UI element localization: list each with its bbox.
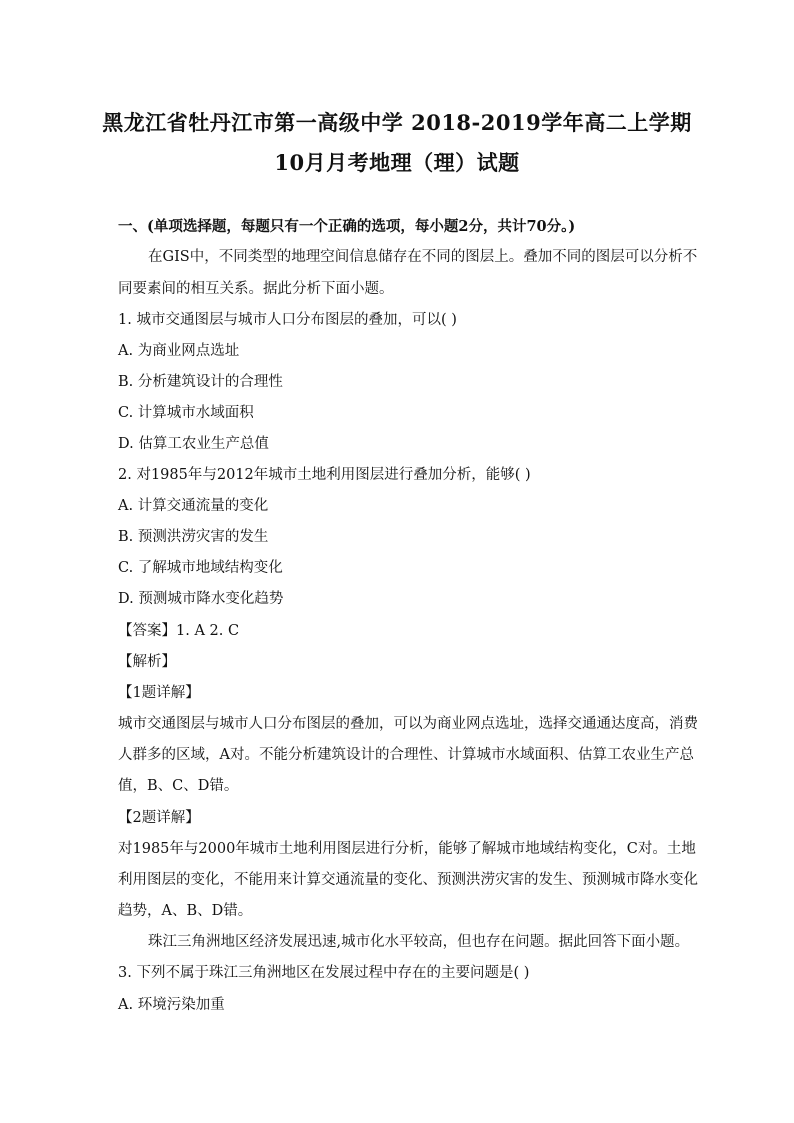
question-1-option-a: A. 为商业网点选址 [118,343,240,359]
detail-1-line1: 城市交通图层与城市人口分布图层的叠加，可以为商业网点选址，选择交通通达度高，消费 [118,716,698,732]
question-1-option-b: B. 分析建筑设计的合理性 [118,374,283,390]
question-3-option-a: A. 环境污染加重 [118,997,225,1013]
question-2-option-d: D. 预测城市降水变化趋势 [118,591,284,607]
analysis-heading: 【解析】 [118,654,176,670]
answer-line: 【答案】1. A 2. C [118,623,240,639]
intro-2: 珠江三角洲地区经济发展迅速,城市化水平较高，但也存在问题。据此回答下面小题。 [148,934,690,950]
document-title-line1: 黑龙江省牡丹江市第一高级中学 2018-2019学年高二上学期 [102,110,692,135]
question-2-stem: 2. 对1985年与2012年城市土地利用图层进行叠加分析，能够( ) [118,467,531,483]
question-2-option-b: B. 预测洪涝灾害的发生 [118,529,269,545]
detail-2-line2: 利用图层的变化，不能用来计算交通流量的变化、预测洪涝灾害的发生、预测城市降水变化 [118,872,698,888]
question-3-stem: 3. 下列不属于珠江三角洲地区在发展过程中存在的主要问题是( ) [118,965,530,981]
detail-1-line3: 值，B、C、D错。 [118,778,239,794]
question-2-option-c: C. 了解城市地域结构变化 [118,560,283,576]
question-1-stem: 1. 城市交通图层与城市人口分布图层的叠加，可以( ) [118,312,457,328]
detail-2-line3: 趋势，A、B、D错。 [118,903,253,919]
detail-2-heading: 【2题详解】 [118,810,200,826]
intro-1-line1: 在GIS中，不同类型的地理空间信息储存在不同的图层上。叠加不同的图层可以分析不 [148,249,698,265]
question-2-option-a: A. 计算交通流量的变化 [118,498,269,514]
section-heading: 一、(单项选择题，每题只有一个正确的选项，每小题2分，共计70分。) [118,218,576,235]
question-1-option-d: D. 估算工农业生产总值 [118,436,269,452]
detail-1-line2: 人群多的区域，A对。不能分析建筑设计的合理性、计算城市水域面积、估算工农业生产总 [118,747,694,763]
question-1-option-c: C. 计算城市水域面积 [118,405,254,421]
detail-2-line1: 对1985年与2000年城市土地利用图层进行分析，能够了解城市地域结构变化，C对。土地 [118,841,696,857]
intro-1-line2: 同要素间的相互关系。据此分析下面小题。 [118,281,394,297]
detail-1-heading: 【1题详解】 [118,685,200,701]
document-title-line2: 10月月考地理（理）试题 [274,150,520,175]
